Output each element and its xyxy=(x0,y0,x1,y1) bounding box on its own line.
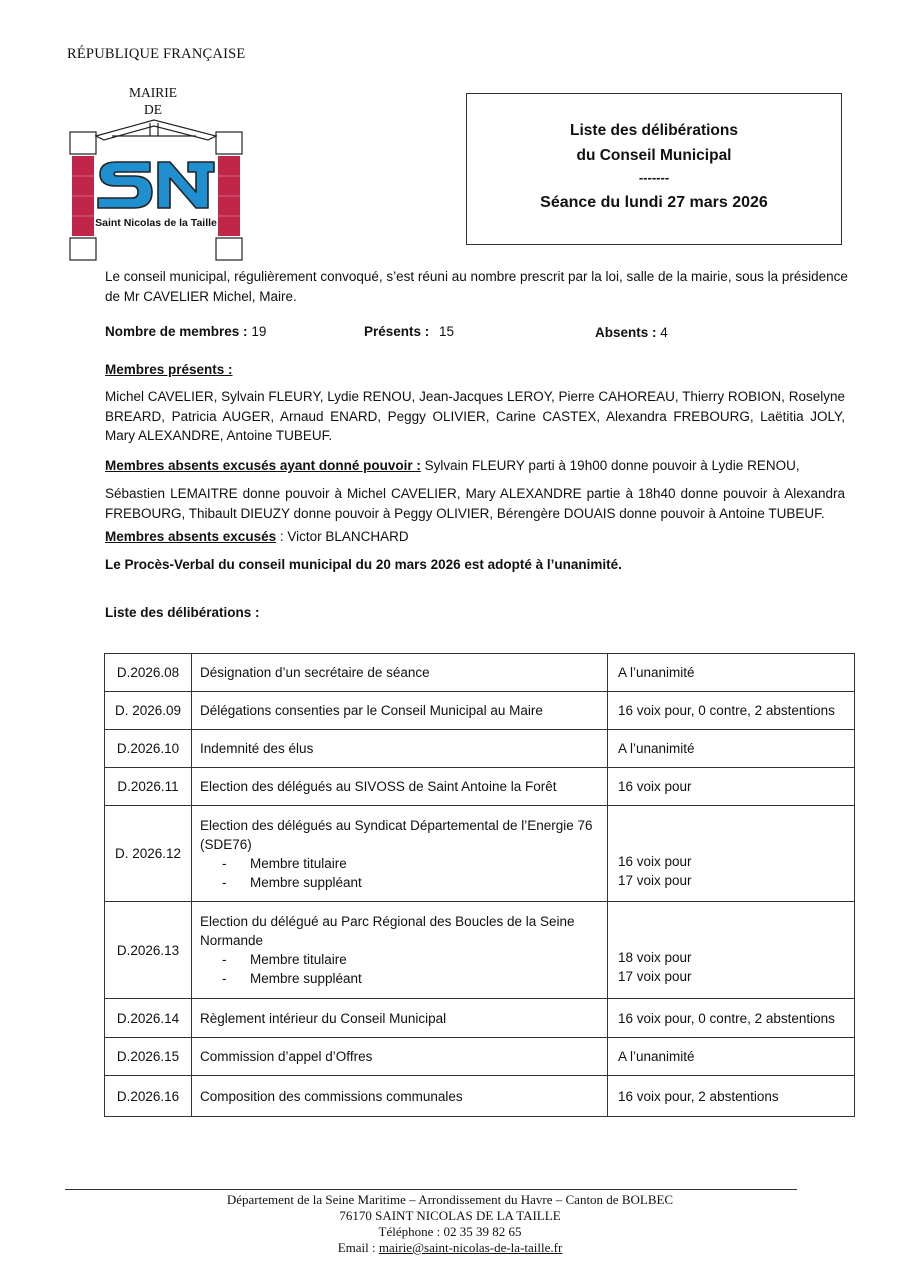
delib-number: D.2026.13 xyxy=(105,902,192,999)
town-logo xyxy=(66,118,246,264)
absent-excused xyxy=(105,527,409,547)
members-count xyxy=(105,322,266,342)
present-label: Présents : xyxy=(364,324,430,339)
title-line-1: Liste des délibérations xyxy=(570,122,738,139)
title-box xyxy=(466,93,842,245)
logo-letters xyxy=(98,162,214,208)
delib-subitem: - Membre titulaire xyxy=(222,855,347,871)
present-members-heading: Membres présents : xyxy=(105,362,233,377)
session-date: Séance du lundi 27 mars 2026 xyxy=(540,194,768,211)
delib-subitem: - Membre suppléant xyxy=(222,971,362,986)
table-row xyxy=(105,654,855,692)
pv-statement: Le Procès-Verbal du conseil municipal du 20 mars 2026 est adopté à l’unanimité. xyxy=(105,557,622,572)
delib-number: D.2026.08 xyxy=(105,654,192,692)
delib-object xyxy=(192,902,608,999)
present-members-list: Michel CAVELIER, Sylvain FLEURY, Lydie RENOU, Jean-Jacques LEROY, Pierre CAHOREAU, Thierry ROBION, Roselyne BREARD, Patricia AUGER, Arnaud ENARD, Peggy OLIVIER, Carine CASTEX, Alexandra FREBOURG, Laëtitia JOLY, Mary ALEXANDRE, Antoine TUBEUF. xyxy=(105,389,845,443)
proxy-heading: Membres absents excusés ayant donné pouvoir : xyxy=(105,458,421,473)
delib-number: D.2026.16 xyxy=(105,1076,192,1117)
delib-vote: 16 voix pour xyxy=(608,768,855,806)
delib-number: D.2026.15 xyxy=(105,1038,192,1076)
proxy-list: Sébastien LEMAITRE donne pouvoir à Michel CAVELIER, Mary ALEXANDRE partie à 18h40 donne pouvoir à Alexandra FREBOURG, Thibault DIEUZY donne pouvoir à Peggy OLIVIER, Bérengère DOUAIS donne pouvoir à Antoine TUBEUF. xyxy=(105,486,845,521)
intro-paragraph: Le conseil municipal, régulièrement convoqué, s’est réuni au nombre prescrit par la loi, salle de la mairie, sous la présidence de Mr CAVELIER Michel, Maire. xyxy=(105,269,848,304)
absent-value: 4 xyxy=(660,325,668,340)
table-row xyxy=(105,999,855,1038)
mairie-label xyxy=(118,84,188,118)
members-value: 19 xyxy=(251,324,267,339)
proxy-first: Sylvain FLEURY parti à 19h00 donne pouvoir à Lydie RENOU, xyxy=(420,458,800,473)
delib-object-title: Election des délégués au Syndicat Départemental de l’Energie 76 (SDE76) xyxy=(200,817,593,852)
table-row xyxy=(105,768,855,806)
delib-number: D. 2026.12 xyxy=(105,806,192,902)
delib-vote: A l’unanimité xyxy=(608,654,855,692)
delib-vote-line: 16 voix pour xyxy=(618,853,692,869)
deliberations-table xyxy=(104,653,855,1117)
delib-object: Composition des commissions communales xyxy=(192,1076,608,1117)
delib-subitem: - Membre suppléant xyxy=(222,874,362,890)
table-row xyxy=(105,692,855,730)
delib-number: D.2026.10 xyxy=(105,730,192,768)
members-label: Nombre de membres : xyxy=(105,324,248,339)
delib-object: Indemnité des élus xyxy=(192,730,608,768)
footer xyxy=(120,1192,780,1256)
delib-object: Délégations consenties par le Conseil Municipal au Maire xyxy=(192,692,608,730)
footer-line-2: 76170 SAINT NICOLAS DE LA TAILLE xyxy=(339,1208,561,1223)
delib-object-title: Election du délégué au Parc Régional des Boucles de la Seine Normande xyxy=(200,914,575,948)
proxy-line-1 xyxy=(105,456,845,476)
absent-count xyxy=(595,323,668,343)
table-row xyxy=(105,730,855,768)
table-row xyxy=(105,1038,855,1076)
delib-object: Désignation d’un secrétaire de séance xyxy=(192,654,608,692)
delib-number: D.2026.14 xyxy=(105,999,192,1038)
delib-vote: 16 voix pour, 0 contre, 2 abstentions xyxy=(608,999,855,1038)
present-value: 15 xyxy=(439,324,455,339)
delib-vote: A l’unanimité xyxy=(608,1038,855,1076)
delib-vote xyxy=(608,902,855,999)
footer-divider xyxy=(65,1189,797,1190)
delib-object xyxy=(192,806,608,902)
delib-vote: 16 voix pour, 0 contre, 2 abstentions xyxy=(608,692,855,730)
footer-email-link[interactable]: mairie@saint-nicolas-de-la-taille.fr xyxy=(378,1240,563,1255)
absent-label: Absents : xyxy=(595,325,657,340)
table-row xyxy=(105,1076,855,1117)
absent-excused-value: : Victor BLANCHARD xyxy=(276,529,409,544)
logo-caption: Saint Nicolas de la Taille xyxy=(95,217,217,229)
table-row xyxy=(105,902,855,999)
delib-object: Election des délégués au SIVOSS de Saint Antoine la Forêt xyxy=(192,768,608,806)
absent-excused-heading: Membres absents excusés xyxy=(105,529,277,544)
mairie-label-line2: DE xyxy=(144,102,162,117)
delib-number: D. 2026.09 xyxy=(105,692,192,730)
mairie-label-line1: MAIRIE xyxy=(129,85,177,100)
footer-email-line xyxy=(120,1240,780,1256)
delib-object: Règlement intérieur du Conseil Municipal xyxy=(192,999,608,1038)
delib-vote: A l’unanimité xyxy=(608,730,855,768)
delib-subitem: - Membre titulaire xyxy=(222,952,347,967)
delib-vote: 16 voix pour, 2 abstentions xyxy=(608,1076,855,1117)
delib-object: Commission d’appel d’Offres xyxy=(192,1038,608,1076)
republique-header: RÉPUBLIQUE FRANÇAISE xyxy=(67,46,246,62)
delib-number: D.2026.11 xyxy=(105,768,192,806)
delib-vote-line: 17 voix pour xyxy=(618,872,692,888)
delib-vote-line: 17 voix pour xyxy=(618,969,692,984)
table-row xyxy=(105,806,855,902)
delib-vote xyxy=(608,806,855,902)
title-line-2: du Conseil Municipal xyxy=(576,147,732,164)
footer-email-label: Email : xyxy=(337,1240,379,1255)
delib-vote-line: 18 voix pour xyxy=(618,950,692,965)
present-count xyxy=(364,322,454,342)
list-heading: Liste des délibérations : xyxy=(105,605,260,620)
title-separator: ------- xyxy=(638,170,670,185)
footer-line-1: Département de la Seine Maritime – Arrondissement du Havre – Canton de BOLBEC xyxy=(226,1192,674,1207)
footer-phone: Téléphone : 02 35 39 82 65 xyxy=(378,1224,522,1239)
